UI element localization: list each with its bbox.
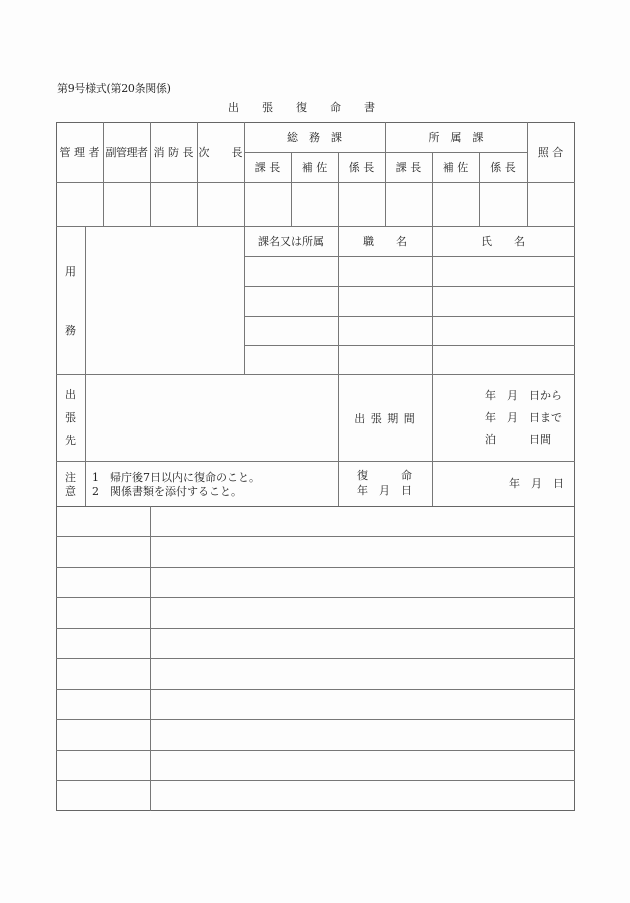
- staff-title-field[interactable]: [339, 317, 432, 345]
- seal-fire-chief[interactable]: [151, 183, 197, 226]
- staff-name-field[interactable]: [433, 287, 574, 316]
- report-row-content-field[interactable]: [151, 507, 574, 536]
- report-row-label-field[interactable]: [57, 781, 150, 810]
- business-label-top: 用: [65, 265, 76, 278]
- staff-name-field[interactable]: [433, 257, 574, 286]
- report-row-label-field[interactable]: [57, 598, 150, 628]
- report-row-label-field[interactable]: [57, 690, 150, 719]
- report-row-content-field[interactable]: [151, 720, 574, 750]
- title-char: 復: [296, 101, 307, 114]
- form-number: 第9号様式(第20条関係): [57, 82, 171, 95]
- period-nights-days[interactable]: 泊 日間: [485, 433, 551, 446]
- report-row-content-field[interactable]: [151, 629, 574, 658]
- report-row-label-field[interactable]: [57, 568, 150, 597]
- staff-header-title: 職 名: [363, 235, 407, 248]
- seal-manager[interactable]: [57, 183, 103, 226]
- destination-label-2: 張: [65, 411, 76, 424]
- title-char: 張: [262, 101, 273, 114]
- trip-period-label: 出 張 期 間: [354, 412, 416, 425]
- staff-section-field[interactable]: [245, 346, 338, 374]
- ga-section-chief: 課 長: [254, 161, 281, 174]
- divider: [56, 461, 575, 462]
- destination-label-3: 先: [65, 434, 76, 447]
- seal-check[interactable]: [528, 183, 574, 226]
- report-row-label-field[interactable]: [57, 659, 150, 689]
- notes-label-1: 注: [65, 471, 76, 484]
- business-content-field[interactable]: [86, 227, 244, 374]
- aff-assistant: 補 佐: [442, 161, 469, 174]
- note-item-2: 2 関係書類を添付すること。: [92, 485, 242, 498]
- approval-header-manager: 管 理 者: [59, 146, 100, 159]
- aff-section-chief: 課 長: [395, 161, 422, 174]
- general-affairs-header: 総 務 課: [287, 131, 342, 144]
- ga-assistant: 補 佐: [301, 161, 328, 174]
- report-row-content-field[interactable]: [151, 751, 574, 780]
- report-date-field[interactable]: 年 月 日: [509, 477, 564, 490]
- period-from[interactable]: 年 月 日から: [485, 389, 562, 402]
- staff-section-field[interactable]: [245, 317, 338, 345]
- staff-name-field[interactable]: [433, 317, 574, 345]
- report-row-content-field[interactable]: [151, 659, 574, 689]
- staff-title-field[interactable]: [339, 257, 432, 286]
- report-date-label-2: 年 月 日: [357, 484, 412, 497]
- title-char: 書: [364, 101, 375, 114]
- staff-header-name: 氏 名: [481, 235, 525, 248]
- report-row-content-field[interactable]: [151, 690, 574, 719]
- approval-header-fire-chief: 消 防 長: [153, 146, 194, 159]
- approval-header-deputy: 副管理者: [105, 146, 148, 159]
- staff-section-field[interactable]: [245, 287, 338, 316]
- staff-header-section: 課名又は所属: [258, 235, 324, 248]
- seal-ga-chief-clerk[interactable]: [339, 183, 385, 226]
- title-char: 命: [330, 101, 341, 114]
- report-date-label-1: 復 命: [357, 469, 412, 482]
- report-row-label-field[interactable]: [57, 507, 150, 536]
- report-row-label-field[interactable]: [57, 751, 150, 780]
- period-to[interactable]: 年 月 日まで: [485, 411, 562, 424]
- staff-section-field[interactable]: [245, 257, 338, 286]
- seal-ga-assistant[interactable]: [292, 183, 338, 226]
- ga-chief-clerk: 係 長: [348, 161, 375, 174]
- report-row-content-field[interactable]: [151, 781, 574, 810]
- title-char: 出: [228, 101, 239, 114]
- business-label-bottom: 務: [65, 324, 76, 337]
- seal-deputy[interactable]: [104, 183, 150, 226]
- report-row-label-field[interactable]: [57, 537, 150, 567]
- staff-title-field[interactable]: [339, 346, 432, 374]
- report-row-content-field[interactable]: [151, 568, 574, 597]
- document-title: [228, 99, 398, 115]
- approval-header-vice-chief: 次 長: [198, 146, 243, 159]
- report-row-label-field[interactable]: [57, 629, 150, 658]
- report-row-content-field[interactable]: [151, 537, 574, 567]
- notes-label-2: 意: [65, 485, 76, 498]
- seal-aff-chief-clerk[interactable]: [480, 183, 527, 226]
- report-row-label-field[interactable]: [57, 720, 150, 750]
- note-item-1: 1 帰庁後7日以内に復命のこと。: [92, 471, 260, 484]
- seal-ga-section-chief[interactable]: [245, 183, 291, 226]
- staff-name-field[interactable]: [433, 346, 574, 374]
- report-row-content-field[interactable]: [151, 598, 574, 628]
- seal-aff-section-chief[interactable]: [386, 183, 432, 226]
- aff-chief-clerk: 係 長: [490, 161, 516, 174]
- seal-vice-chief[interactable]: [198, 183, 244, 226]
- affiliated-header: 所 属 課: [428, 131, 484, 144]
- check-header: 照 合: [537, 146, 564, 159]
- staff-title-field[interactable]: [339, 287, 432, 316]
- seal-aff-assistant[interactable]: [433, 183, 479, 226]
- destination-field[interactable]: [86, 375, 338, 461]
- destination-label-1: 出: [65, 388, 76, 401]
